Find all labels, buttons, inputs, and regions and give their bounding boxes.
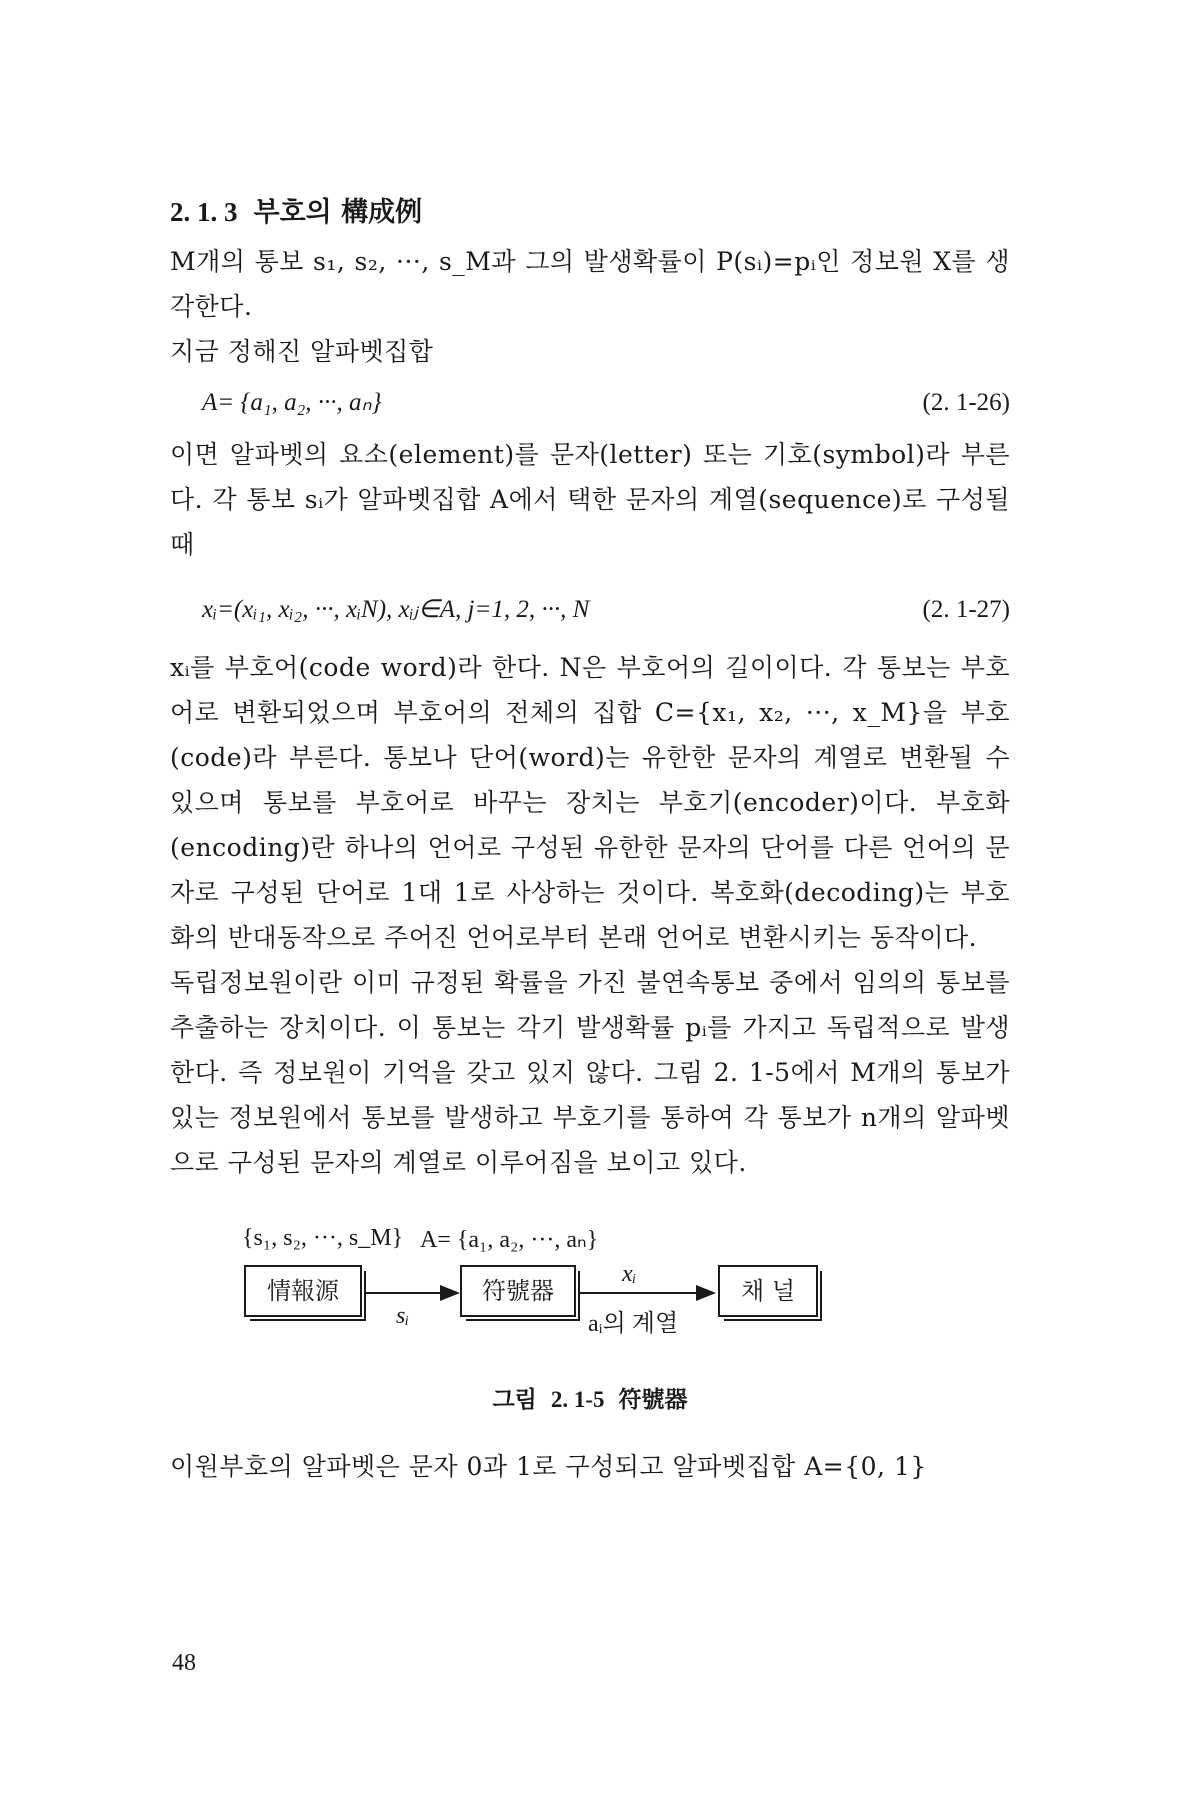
arrow-label-xi: xᵢ — [622, 1261, 637, 1287]
source-box: 情報源 — [244, 1265, 362, 1317]
caption-number: 2. 1-5 — [550, 1387, 605, 1412]
arrow-label-ai-sequence: aᵢ의 계열 — [588, 1311, 679, 1337]
paragraph-6: 이원부호의 알파벳은 문자 0과 1로 구성되고 알파벳집합 A={0, 1} — [170, 1452, 927, 1481]
paragraph-1: M개의 통보 s₁, s₂, ···, s_M과 그의 발생확률이 P(sᵢ)=pᵢ인 정보원 X를 생각한다. — [170, 247, 1010, 321]
equation-2-1-27 — [170, 581, 1010, 639]
encoder-box: 符號器 — [460, 1265, 576, 1317]
paragraph-2: 지금 정해진 알파벳집합 — [170, 337, 434, 366]
paragraph-3: 이면 알파벳의 요소(element)를 문자(letter) 또는 기호(symbol)라 부른다. 각 통보 sᵢ가 알파벳집합 A에서 택한 문자의 계열(sequence)로 구성될 때 — [170, 440, 1010, 559]
alphabet-set-label: A= {a₁, a₂, ···, aₙ} — [420, 1227, 599, 1253]
caption-title: 符號器 — [618, 1387, 688, 1413]
paragraph-4: xᵢ를 부호어(code word)라 한다. N은 부호어의 길이이다. 각 통보는 부호어로 변환되었으며 부호어의 전체의 집합 C={x₁, x₂, ···, x_M}을 부호(code)라 부른다. 통보나 단어(word)는 유한한 문자의 계열로 변환될 수 있으며 통보를 부호어로 바꾸는 장치는 부호기(encoder)이다. 부호화(encoding)란 하나의 언어로 구성된 유한한 문자의 단어를 다른 언어의 문자로 구성된 단어로 1대 1로 사상하는 것이다. 복호화(decoding)는 부호화의 반대동작으로 주어진 언어로부터 본래 언어로 변환시키는 동작이다. — [170, 653, 1010, 952]
equation-number: (2. 1-27) — [922, 596, 1010, 623]
channel-box: 채 널 — [718, 1265, 818, 1317]
page-body — [170, 190, 1010, 1489]
equation-number: (2. 1-26) — [922, 389, 1010, 416]
section-heading — [170, 190, 1010, 229]
arrow-label-si: sᵢ — [396, 1303, 410, 1329]
equation-expression: xᵢ=(xᵢ₁, xᵢ₂, ···, xᵢN), xᵢⱼ∈A, j=1, 2, ···, N — [202, 596, 590, 623]
paragraph-5: 독립정보원이란 이미 규정된 확률을 가진 불연속통보 중에서 임의의 통보를 추출하는 장치이다. 이 통보는 각기 발생확률 pᵢ를 가지고 독립적으로 발생한다. 즉 정보원이 기억을 갖고 있지 않다. 그림 2. 1-5에서 M개의 통보가 있는 정보원에서 통보를 발생하고 부호기를 통하여 각 통보가 n개의 알파벳으로 구성된 문자의 계열로 이루어짐을 보이고 있다. — [170, 968, 1010, 1177]
encoder-diagram — [170, 1225, 1010, 1425]
section-title: 부호의 構成例 — [253, 197, 423, 228]
message-set-label: {s₁, s₂, ···, s_M} — [242, 1225, 404, 1251]
equation-2-1-26 — [170, 374, 1010, 432]
caption-prefix: 그림 — [492, 1387, 537, 1413]
equation-expression: A= {a₁, a₂, ···, aₙ} — [202, 389, 382, 416]
page-number: 48 — [172, 1650, 196, 1676]
section-number: 2. 1. 3 — [170, 197, 238, 227]
